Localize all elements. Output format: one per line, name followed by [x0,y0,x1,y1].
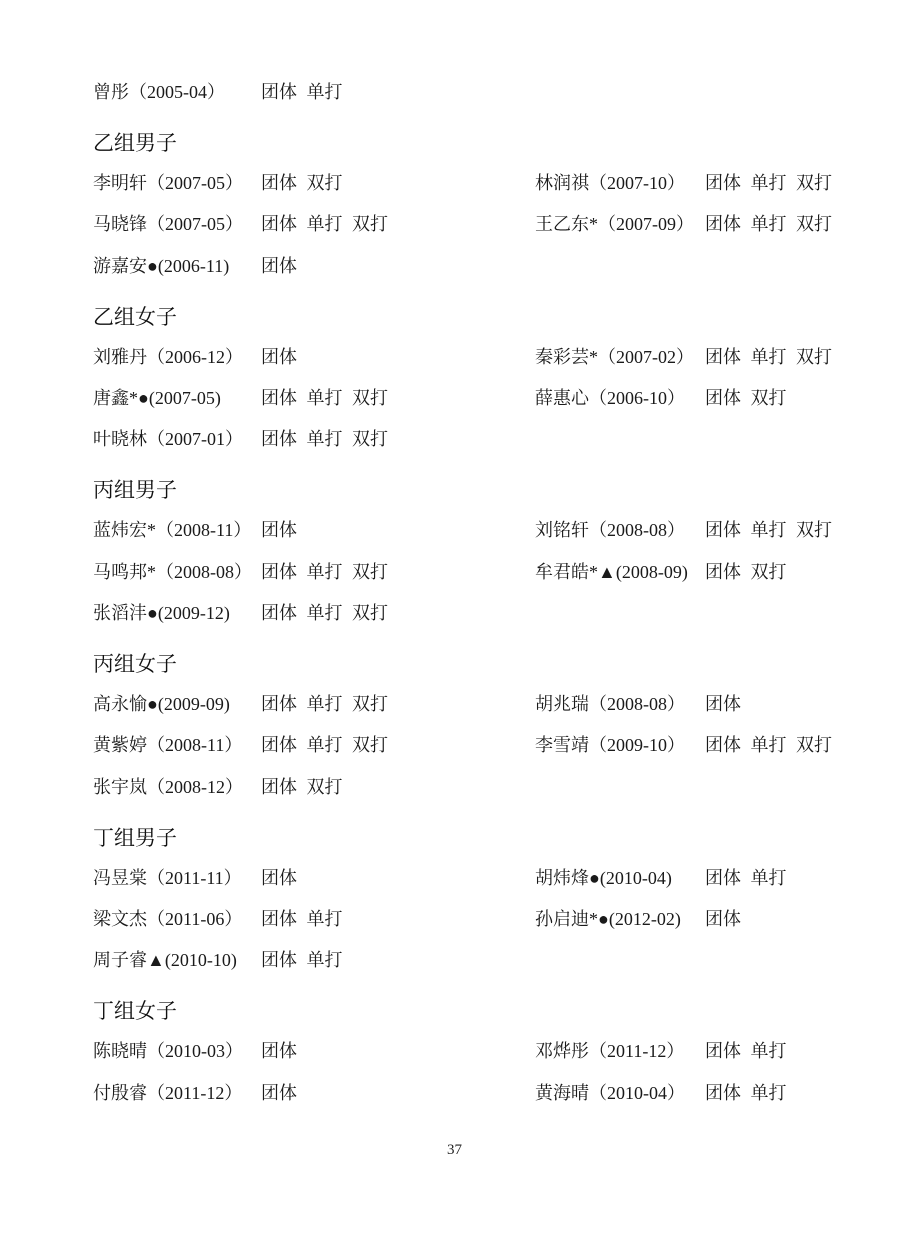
event-tag: 双打 [352,603,388,624]
event-list [261,858,307,899]
athlete-identity [93,378,261,419]
athlete-name: 马鸣邦* [93,561,156,582]
athlete-list [0,72,909,1114]
birth-date: (2009-09) [157,693,230,714]
event-tag: 团体 [261,387,297,408]
section-heading: 乙组女子 [93,304,177,329]
event-tag: 团体 [705,346,741,367]
event-tag: 团体 [261,346,297,367]
event-tag: 单打 [306,429,343,450]
athlete-identity [93,725,261,766]
athlete-entry [93,725,398,766]
section-heading: 丙组男子 [93,478,177,503]
athlete-entry [535,858,796,899]
athlete-entry [93,767,352,808]
birth-date: （2005-04） [129,82,225,102]
entry-row [0,858,909,899]
event-tag: 团体 [261,561,297,582]
athlete-name: 李雪靖 [535,735,589,756]
athlete-entry [535,552,796,593]
athlete-name: 叶晓林 [93,429,147,450]
athlete-identity [93,1073,261,1114]
athlete-name: 张宇岚 [93,776,147,797]
event-tag: 团体 [705,561,741,582]
birth-date: （2011-12） [147,1082,243,1103]
event-list [705,684,751,725]
section-heading: 丙组女子 [93,651,177,676]
event-tag: 单打 [306,693,343,714]
athlete-name: 陈晓晴 [93,1041,147,1062]
event-tag: 团体 [705,172,741,193]
athlete-entry [93,940,352,981]
athlete-name: 高永愉● [93,693,158,714]
athlete-identity [535,337,705,378]
birth-date: （2008-08） [589,520,685,541]
event-tag: 双打 [796,214,832,235]
event-list [261,72,352,113]
event-list [705,1073,796,1114]
event-tag: 单打 [306,387,343,408]
event-tag: 双打 [306,776,343,797]
athlete-name: 周子睿▲ [93,950,165,971]
birth-date: (2010-10) [164,950,237,971]
event-tag: 双打 [796,172,832,193]
athlete-name: 冯昱棠 [93,867,147,888]
event-tag: 团体 [705,735,741,756]
athlete-entry [93,684,398,725]
event-tag: 单打 [306,950,343,971]
entry-row [0,725,909,766]
athlete-identity [93,163,261,204]
athlete-entry [535,899,751,940]
athlete-name: 黄紫婷 [93,735,147,756]
athlete-identity [535,899,705,940]
event-list [261,552,398,593]
birth-date: （2008-11） [156,520,252,541]
event-list [705,899,751,940]
birth-date: (2012-02) [608,908,681,929]
athlete-name: 付殷睿 [93,1082,147,1103]
birth-date: （2007-02） [598,346,694,367]
entry-row [0,552,909,593]
event-tag: 团体 [261,172,297,193]
event-list [705,552,796,593]
section-heading: 丁组女子 [93,999,177,1024]
entry-row [0,378,909,419]
athlete-name: 薛惠心 [535,387,589,408]
athlete-identity [535,725,705,766]
entry-row [0,246,909,287]
birth-date: （2010-04） [589,1082,685,1103]
athlete-entry [535,1031,796,1072]
athlete-entry [93,510,307,551]
event-list [261,593,398,634]
athlete-name: 牟君皓*▲ [535,561,616,582]
birth-date: (2007-05) [148,387,221,408]
event-tag: 单打 [750,172,787,193]
event-tag: 单打 [750,735,787,756]
athlete-name: 唐鑫*● [93,387,149,408]
entry-row [0,593,909,634]
event-tag: 双打 [352,387,388,408]
event-tag: 单打 [306,214,343,235]
event-tag: 双打 [796,346,832,367]
event-tag: 团体 [261,1041,297,1062]
event-tag: 团体 [261,735,297,756]
athlete-entry [535,1073,796,1114]
birth-date: （2010-03） [147,1041,243,1062]
event-list [261,246,307,287]
event-tag: 团体 [261,1082,297,1103]
athlete-entry [535,510,842,551]
event-list [261,1073,307,1114]
athlete-entry [93,337,307,378]
event-tag: 双打 [750,387,787,408]
event-list [261,419,398,460]
athlete-entry [535,163,842,204]
birth-date: （2007-10） [589,172,685,193]
event-list [261,204,398,245]
athlete-name: 邓烨彤 [535,1041,589,1062]
event-tag: 团体 [261,255,297,276]
entry-row [0,204,909,245]
event-tag: 双打 [352,693,388,714]
event-list [705,378,796,419]
entry-row [0,163,909,204]
birth-date: (2009-12) [157,603,230,624]
athlete-name: 蓝炜宏* [93,520,156,541]
event-list [705,1031,796,1072]
event-list [705,510,842,551]
event-list [705,163,842,204]
event-tag: 单打 [750,520,787,541]
event-tag: 团体 [261,776,297,797]
section-heading: 丁组男子 [93,825,177,850]
athlete-entry [535,725,842,766]
athlete-identity [535,858,705,899]
athlete-entry [93,163,352,204]
section-heading: 乙组男子 [93,130,177,155]
athlete-identity [93,1031,261,1072]
athlete-name: 胡炜烽● [535,867,600,888]
event-tag: 团体 [705,387,741,408]
event-tag: 单打 [306,561,343,582]
event-tag: 团体 [261,214,297,235]
athlete-name: 曾彤 [93,82,129,102]
event-list [261,1031,307,1072]
athlete-name: 黄海晴 [535,1082,589,1103]
athlete-identity [93,899,261,940]
athlete-entry [93,378,398,419]
birth-date: （2007-09） [598,214,694,235]
birth-date: （2008-11） [147,735,243,756]
event-list [705,337,842,378]
athlete-identity [93,593,261,634]
athlete-entry [93,1031,307,1072]
athlete-identity [93,72,261,113]
birth-date: （2007-05） [147,214,243,235]
athlete-identity [535,510,705,551]
athlete-name: 刘雅丹 [93,346,147,367]
athlete-identity [535,1073,705,1114]
event-list [261,337,307,378]
entry-row [0,72,909,113]
event-tag: 团体 [261,82,297,102]
athlete-identity [535,552,705,593]
event-list [705,725,842,766]
event-tag: 双打 [796,735,832,756]
athlete-name: 胡兆瑞 [535,693,589,714]
event-tag: 团体 [705,214,741,235]
athlete-identity [535,163,705,204]
athlete-name: 游嘉安● [93,255,158,276]
birth-date: （2008-08） [156,561,252,582]
event-list [705,858,796,899]
athlete-entry [93,1073,307,1114]
event-tag: 双打 [796,520,832,541]
event-tag: 团体 [261,429,297,450]
event-list [261,940,352,981]
athlete-entry [93,72,352,113]
athlete-name: 梁文杰 [93,908,147,929]
event-tag: 单打 [750,214,787,235]
birth-date: （2006-10） [589,387,685,408]
athlete-entry [93,419,398,460]
event-tag: 团体 [261,950,297,971]
athlete-name: 王乙东* [535,214,598,235]
birth-date: （2007-05） [147,172,243,193]
athlete-name: 李明轩 [93,172,147,193]
athlete-identity [93,767,261,808]
athlete-name: 张滔沣● [93,603,158,624]
athlete-identity [93,246,261,287]
event-tag: 双打 [352,429,388,450]
athlete-identity [535,378,705,419]
entry-row [0,419,909,460]
event-tag: 双打 [352,735,388,756]
event-tag: 单打 [750,867,787,888]
athlete-identity [93,419,261,460]
entry-row [0,940,909,981]
event-tag: 双打 [306,172,343,193]
birth-date: （2006-12） [147,346,243,367]
athlete-identity [93,204,261,245]
entry-row [0,337,909,378]
athlete-identity [535,1031,705,1072]
birth-date: （2007-01） [147,429,243,450]
event-tag: 单打 [306,908,343,929]
athlete-entry [93,858,307,899]
athlete-identity [93,858,261,899]
athlete-name: 马晓锋 [93,214,147,235]
event-tag: 团体 [705,693,741,714]
athlete-entry [93,246,307,287]
event-tag: 单打 [750,346,787,367]
athlete-identity [93,552,261,593]
athlete-entry [535,378,796,419]
event-tag: 双打 [352,214,388,235]
birth-date: (2010-04) [599,867,672,888]
event-tag: 团体 [705,908,741,929]
athlete-entry [93,593,398,634]
entry-row [0,684,909,725]
athlete-identity [93,510,261,551]
birth-date: （2008-12） [147,776,243,797]
event-list [261,899,352,940]
athlete-identity [535,204,705,245]
athlete-entry [93,204,398,245]
event-tag: 团体 [261,693,297,714]
athlete-entry [93,899,352,940]
birth-date: （2011-12） [589,1041,685,1062]
birth-date: （2008-08） [589,693,685,714]
birth-date: （2009-10） [589,735,685,756]
athlete-entry [535,337,842,378]
event-tag: 单打 [306,735,343,756]
event-tag: 双打 [352,561,388,582]
event-tag: 单打 [750,1041,787,1062]
athlete-entry [535,204,842,245]
athlete-entry [93,552,398,593]
event-tag: 团体 [261,867,297,888]
event-tag: 团体 [261,520,297,541]
birth-date: (2006-11) [157,255,230,276]
event-list [261,163,352,204]
athlete-name: 刘铭轩 [535,520,589,541]
athlete-name: 秦彩芸* [535,346,598,367]
event-tag: 团体 [705,1041,741,1062]
entry-row [0,1031,909,1072]
event-list [261,684,398,725]
athlete-identity [535,684,705,725]
event-tag: 单打 [306,603,343,624]
entry-row [0,899,909,940]
event-list [261,725,398,766]
event-tag: 团体 [705,520,741,541]
event-tag: 团体 [261,908,297,929]
event-tag: 团体 [705,867,741,888]
athlete-name: 孙启迪*● [535,908,609,929]
birth-date: (2008-09) [615,561,688,582]
event-list [261,378,398,419]
event-tag: 团体 [705,1082,741,1103]
event-tag: 双打 [750,561,787,582]
athlete-identity [93,337,261,378]
event-list [705,204,842,245]
event-tag: 单打 [306,82,343,102]
birth-date: （2011-06） [147,908,243,929]
entry-row [0,510,909,551]
athlete-identity [93,940,261,981]
entry-row [0,1073,909,1114]
athlete-name: 林润祺 [535,172,589,193]
entry-row [0,767,909,808]
event-tag: 单打 [750,1082,787,1103]
athlete-identity [93,684,261,725]
event-list [261,767,352,808]
event-list [261,510,307,551]
event-tag: 团体 [261,603,297,624]
athlete-entry [535,684,751,725]
page-number: 37 [447,1142,462,1158]
birth-date: （2011-11） [147,867,242,888]
